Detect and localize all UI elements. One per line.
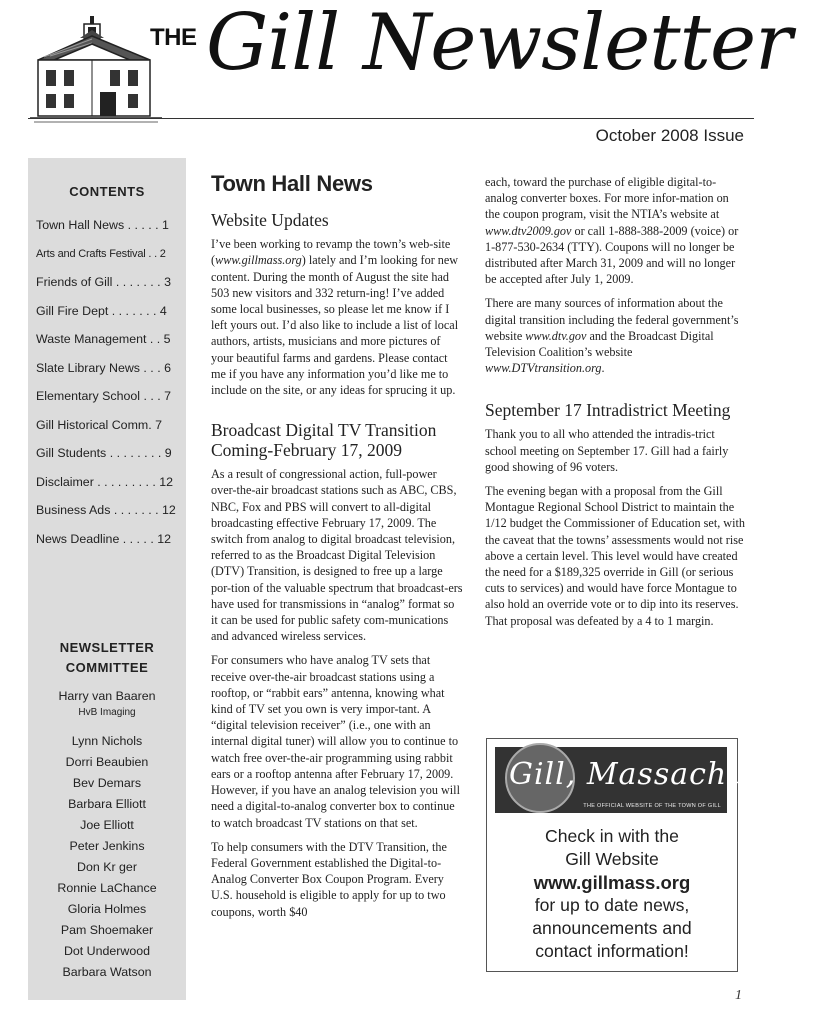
promo-text (487, 825, 737, 963)
masthead-the: THE (150, 24, 197, 51)
newsletter-title: Gill Newsletter (206, 0, 792, 88)
article-paragraph: The evening began with a proposal from the Gill Montague Regional School District to maintain the 1/12 budget the Commissioner of Education set, with the caveat that the towns’ assessments would not rise above a certain level. This level would have created the need for a $189,325 override in Gill (or serious cuts to services) and would have force Montague to also hold an override vote or to dip into its reserves. That proposal was defeated by a 4 to 1 margin. (485, 484, 745, 628)
article-paragraph (211, 236, 463, 398)
article-paragraph: Thank you to all who attended the intradis-trict school meeting on September 17. Gill had a fairly good showing of 96 voters. (485, 427, 729, 474)
article-paragraph (485, 174, 745, 287)
committee-member: Barbara Watson (62, 965, 152, 979)
committee-member: Don Kr ger (77, 860, 137, 874)
banner-tagline: THE OFFICIAL WEBSITE OF THE TOWN OF GILL (583, 803, 721, 809)
website-promo-box (486, 738, 825, 972)
text: . (601, 361, 605, 376)
committee-member: Joe Elliott (80, 818, 134, 832)
promo-line: for up to date news, (534, 895, 690, 915)
committee-member: Lynn Nichols (71, 734, 143, 748)
committee-title-line: NEWSLETTER (59, 640, 155, 655)
dtv-gov-link[interactable]: www.dtv.gov (525, 328, 587, 343)
contents-title: CONTENTS (69, 184, 145, 199)
sidebar (28, 158, 186, 1000)
toc-item: Waste Management . . 5 (36, 332, 171, 346)
toc-item: Arts and Crafts Festival . . 2 (36, 247, 166, 260)
committee-list (28, 686, 186, 983)
text: each, toward the purchase of eligible digital-to-analog converter boxes. For more infor-mation on the coupon program, visit the NTIA’s website at (485, 175, 729, 222)
promo-line: Gill Website (565, 849, 659, 869)
toc-item: News Deadline . . . . . 12 (36, 531, 171, 546)
table-of-contents (36, 211, 186, 553)
article-paragraph: For consumers who have analog TV sets that receive over-the-air broadcast stations using a rooftop, or “rabbit ears” antenna, knowing what kind of TV set you own is very impor-tant. A “digital television receiver” (i.e., one with an internal digital tuner) will allow you to continue to watch free over-the-air programming using rabbit ears or a rooftop antenna after February 17, 2009. However, if you have an analog television you will need a digital-to-analog converter box to continue to watch broadcast TV stations on that set. (211, 653, 460, 830)
banner-script: Gill, Massachusetts (509, 757, 825, 792)
masthead-rule (28, 118, 754, 119)
promo-line: announcements and (532, 918, 692, 938)
town-hall-building-icon (30, 14, 162, 126)
toc-item: Friends of Gill . . . . . . . 3 (36, 275, 171, 289)
committee-title-line: COMMITTEE (65, 660, 149, 675)
committee-member: Bev Demars (72, 776, 142, 790)
article-paragraph: To help consumers with the DTV Transition, the Federal Government established the Digital-to-Analog Converter Box Coupon Program. Every U.S. household is eligible to apply for up to two coupons, worth $40 (211, 839, 447, 919)
website-banner-image (495, 747, 825, 813)
committee-member: Gloria Holmes (67, 902, 147, 916)
toc-item: Gill Historical Comm. 7 (36, 417, 162, 432)
committee-member: Dot Underwood (63, 944, 151, 958)
article-heading-dtv-transition: Broadcast Digital TV Transition Coming-February 17, 2009 (211, 420, 437, 461)
committee-member: Ronnie LaChance (57, 881, 157, 895)
committee-member: Pam Shoemaker (60, 923, 154, 937)
issue-date: October 2008 Issue (595, 126, 744, 145)
committee-member: Peter Jenkins (69, 839, 145, 853)
text: I’ve been working to revamp the town’s web-site ( (211, 237, 451, 268)
toc-item: Gill Students . . . . . . . . 9 (36, 446, 172, 460)
committee-member: Harry van Baaren (58, 689, 156, 703)
committee-title (28, 638, 186, 678)
text: ) lately and I’m looking for new content. During the month of August the site had 503 new visitors and 332 return-ing! I’ve added some local businesses, so please let me know if I left yours out. I’d also like to include a list of local authors, artists, musicians and more pictures of your beautiful farms and gardens. Please contact me if you have any information you’d like me to include on the site, or any ideas for sprucing it up. (211, 253, 459, 398)
toc-item: Disclaimer . . . . . . . . . 12 (36, 474, 174, 489)
toc-item: Town Hall News . . . . . 1 (36, 218, 169, 232)
article-paragraph (485, 295, 745, 376)
article-heading-intradistrict-meeting: September 17 Intradistrict Meeting (485, 400, 731, 421)
masthead (0, 0, 792, 150)
dtvtransition-link[interactable]: www.DTVtransition.org (485, 361, 602, 376)
committee-member: Barbara Elliott (68, 797, 146, 811)
promo-website-link[interactable]: www.gillmass.org (533, 872, 691, 893)
section-title: Town Hall News (211, 171, 373, 196)
committee-member-affiliation: HvB Imaging (78, 707, 136, 718)
article-heading-website-updates: Website Updates (211, 210, 329, 231)
article-paragraph: As a result of congressional action, full-power over-the-air broadcast stations such as ABC, CBS, NBC, Fox and PBS will convert to all-digital broadcasting effective February 17, 2009. The switch from analog to digital broadcast television, referred to as the Broadcast Digital Television (DTV) Transition, is designed to free up a large por-tion of the valuable spectrum that broadcast-ers have used for transmissions in “analog” format so it can be used for public safety com-munications and advanced wireless services. (211, 467, 463, 644)
dtv2009-link[interactable]: www.dtv2009.gov (485, 223, 572, 238)
website-link[interactable]: www.gillmass.org (215, 253, 302, 268)
toc-item: Elementary School . . . 7 (36, 389, 171, 403)
text: There are many sources of information about the digital transition including the federal government’s website (485, 296, 739, 343)
toc-item: Business Ads . . . . . . . 12 (36, 503, 176, 517)
toc-item: Slate Library News . . . 6 (36, 360, 171, 375)
text: and the Broadcast Digital Television Coalition’s website (485, 328, 714, 360)
article-column-1 (211, 172, 463, 928)
page-number: 1 (735, 988, 742, 1003)
promo-line: Check in with the (545, 826, 679, 846)
committee-member: Dorri Beaubien (65, 755, 149, 769)
article-column-2 (485, 174, 745, 637)
promo-line: contact information! (535, 941, 689, 961)
text: or call 1-888-388-2009 (voice) or 1-877-530-2634 (TTY). Coupons will no longer be distributed after March 31, 2009 and will no longer be accepted after July 1, 2009. (485, 223, 739, 287)
toc-item: Gill Fire Dept . . . . . . . 4 (36, 303, 167, 318)
